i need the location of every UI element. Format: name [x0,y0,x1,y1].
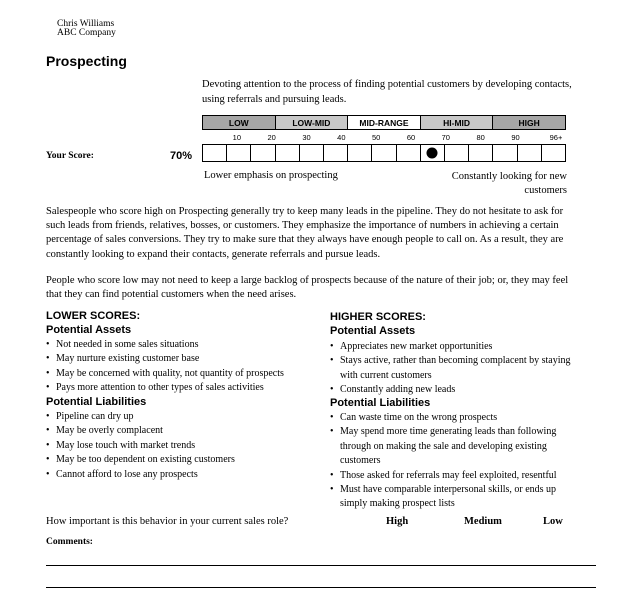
your-score-value: 70% [170,150,193,162]
list-item: • Must have comparable interpersonal skills, or ends up simply making prospect lists [330,483,580,512]
importance-low-option[interactable]: Low [543,516,563,527]
list-item: • Pipeline can dry up [46,410,316,424]
lower-assets-list [46,338,316,396]
score-band-row [202,115,566,130]
list-item: • Not needed in some sales situations [46,338,316,352]
score-cell [275,145,299,161]
score-cell [203,145,226,161]
list-item: • Pays more attention to other types of sales activities [46,381,316,395]
importance-question: How important is this behavior in your current sales role? [46,516,289,527]
higher-assets-heading: Potential Assets [330,325,416,337]
comments-label: Comments: [46,537,93,547]
score-tick-label: 70 [441,133,450,142]
score-cell [347,145,371,161]
higher-liabilities-list [330,411,580,512]
list-item: • Constantly adding new leads [330,383,580,397]
score-cell [468,145,492,161]
score-cell [299,145,323,161]
score-cell [517,145,541,161]
score-tick-label: 30 [302,133,311,142]
score-band-high: HIGH [492,116,565,129]
list-item: • May be concerned with quality, not quantity of prospects [46,367,316,381]
list-item: • Cannot afford to lose any prospects [46,468,316,482]
score-cell [420,145,444,161]
list-item: • May be too dependent on existing customers [46,453,316,467]
lower-liabilities-list [46,410,316,482]
score-cell [492,145,516,161]
list-item: • May lose touch with market trends [46,439,316,453]
score-tick-row [202,133,566,143]
score-cell [541,145,565,161]
score-band-hi-mid: HI-MID [420,116,493,129]
your-score-label: Your Score: [46,151,94,161]
high-score-description: Salespeople who score high on Prospecting generally try to keep many leads in the pipeline. They do not hesitate to ask for such leads from friends, relatives, bosses, or customers. They emphasize the importance of numbers in achieving a certain percentage of sales conversions. They try to make sure that they always have enough people to call on. As a result, they are constantly looking to expand their contacts, generate referrals and pursue leads. [46,206,564,260]
importance-medium-option[interactable]: Medium [464,516,502,527]
score-cell [371,145,395,161]
high-end-caption: Constantly looking for new customers [451,171,567,196]
score-marker [427,148,438,159]
score-cell [444,145,468,161]
higher-liabilities-heading: Potential Liabilities [330,397,431,409]
score-tick-label: 10 [232,133,241,142]
comment-line[interactable] [46,587,596,588]
score-grid [202,144,566,162]
list-item: • Can waste time on the wrong prospects [330,411,580,425]
list-item: • May nurture existing customer base [46,352,316,366]
lower-scores-heading: LOWER SCORES: [46,310,141,322]
list-item: • May be overly complacent [46,424,316,438]
score-cell [323,145,347,161]
list-item: • Those asked for referrals may feel exploited, resentful [330,469,580,483]
score-cell [396,145,420,161]
list-item: • Stays active, rather than becoming complacent by staying with current customers [330,354,580,383]
score-tick-label: 96+ [549,133,563,142]
score-band-low-mid: LOW-MID [275,116,348,129]
comment-line[interactable] [46,565,596,566]
low-score-description: People who score low may not need to keep a large backlog of prospects because of the nature of their job; or, they may feel that they can find potential customers when the need arises. [46,275,569,301]
low-end-caption: Lower emphasis on prospecting [204,170,338,181]
higher-assets-list [330,340,580,398]
score-cell [250,145,274,161]
score-tick-label: 40 [337,133,346,142]
lower-liabilities-heading: Potential Liabilities [46,396,147,408]
score-tick-label: 80 [476,133,485,142]
score-band-mid-range: MID-RANGE [347,116,420,129]
respondent-name: Chris Williams [57,19,115,29]
score-cell [226,145,250,161]
lower-assets-heading: Potential Assets [46,324,132,336]
score-band-low: LOW [203,116,275,129]
score-tick-label: 50 [371,133,381,142]
score-tick-label: 60 [406,133,416,142]
score-tick-label: 90 [511,133,520,142]
score-tick-label: 20 [267,133,276,142]
page-title: Prospecting [46,53,127,69]
list-item: • May spend more time generating leads than following through on making the sale and developing existing customers [330,425,580,468]
intro-text: Devoting attention to the process of finding potential customers by developing contacts, using referrals and pursuing leads. [202,79,572,105]
importance-high-option[interactable]: High [386,516,409,527]
company-name: ABC Company [57,28,116,38]
list-item: • Appreciates new market opportunities [330,340,580,354]
higher-scores-heading: HIGHER SCORES: [330,311,426,323]
